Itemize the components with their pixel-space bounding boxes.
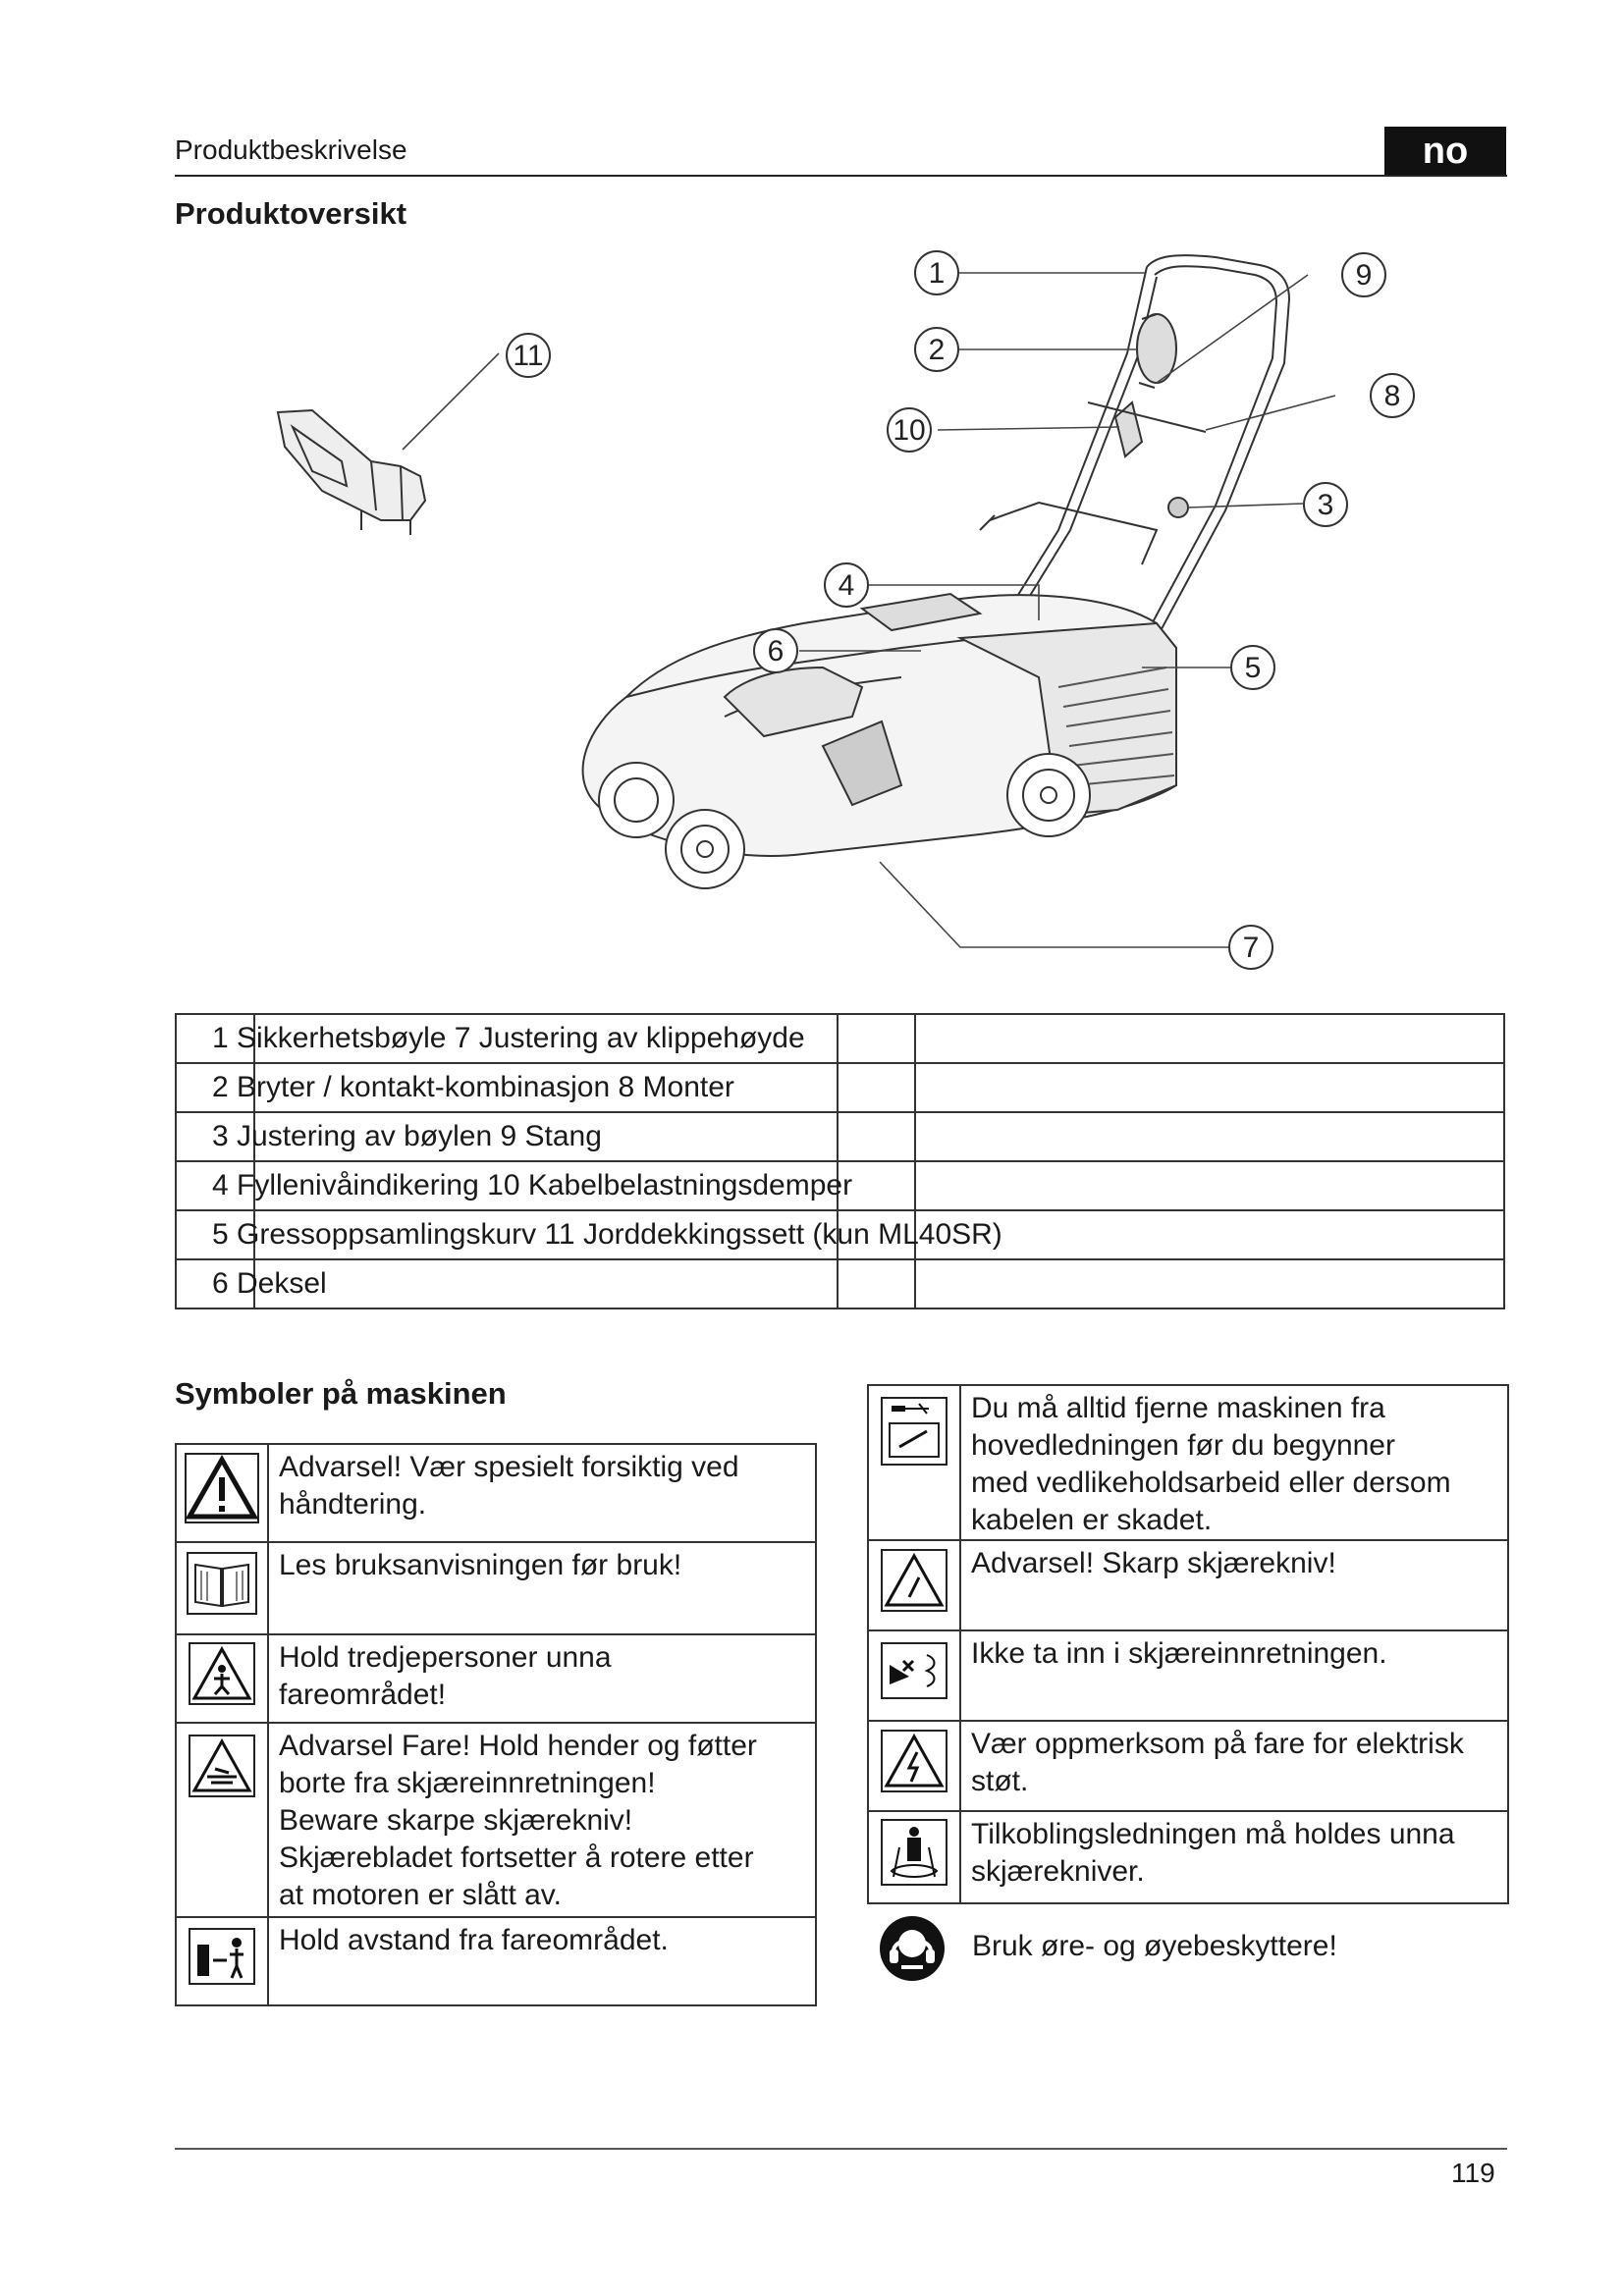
symbol-text: Hold tredjepersoner unna	[279, 1641, 612, 1674]
symbol-text: håndtering.	[279, 1488, 427, 1521]
bystander-warning-icon	[176, 1634, 268, 1723]
svg-text:4: 4	[838, 569, 855, 602]
callout-3	[1304, 483, 1347, 526]
table-row	[176, 1723, 816, 1917]
svg-text:2: 2	[928, 334, 946, 366]
symbols-table-left	[175, 1443, 817, 2006]
unplug-maintenance-icon	[868, 1385, 960, 1540]
table-row	[176, 1112, 1504, 1161]
symbol-text: med vedlikeholdsarbeid eller dersom	[971, 1467, 1451, 1499]
language-badge: no	[1384, 127, 1506, 176]
svg-text:1: 1	[928, 257, 946, 290]
symbols-table-right	[867, 1384, 1509, 1904]
table-row	[176, 1634, 816, 1723]
symbol-text: Advarsel Fare! Hold hender og føtter	[279, 1730, 757, 1762]
symbol-text: Ikke ta inn i skjæreinnretningen.	[971, 1637, 1387, 1670]
symbol-text: Hold avstand fra fareområdet.	[279, 1924, 669, 1956]
table-row	[176, 1259, 1504, 1308]
part-text: 6 Deksel	[212, 1267, 327, 1300]
callout-11	[507, 334, 550, 377]
svg-text:8: 8	[1383, 380, 1401, 412]
svg-text:10: 10	[893, 414, 926, 447]
callout-2	[915, 328, 958, 371]
cable-away-icon	[868, 1811, 960, 1903]
table-row	[868, 1811, 1508, 1903]
symbol-text: Les bruksanvisningen før bruk!	[279, 1549, 682, 1581]
svg-text:5: 5	[1244, 652, 1262, 684]
symbol-text: Du må alltid fjerne maskinen fra	[971, 1392, 1385, 1424]
lawnmower-diagram	[175, 236, 1510, 991]
symbol-text: støt.	[971, 1765, 1029, 1797]
svg-text:3: 3	[1317, 489, 1334, 521]
footer-divider	[175, 2148, 1507, 2150]
table-row	[868, 1385, 1508, 1540]
callout-8	[1371, 374, 1414, 417]
manual-book-icon	[176, 1542, 268, 1634]
callout-7	[1229, 926, 1272, 969]
symbol-text: Beware skarpe skjærekniv!	[279, 1804, 633, 1837]
svg-text:7: 7	[1242, 932, 1260, 964]
symbols-heading: Symboler på maskinen	[175, 1376, 507, 1411]
callout-1	[915, 251, 958, 294]
table-row	[176, 1210, 1504, 1259]
table-row	[868, 1630, 1508, 1721]
part-text: 2 Bryter / kontakt-kombinasjon 8 Monter	[212, 1071, 734, 1103]
symbol-text: skjærekniver.	[971, 1855, 1145, 1888]
table-row	[868, 1721, 1508, 1811]
table-row	[176, 1542, 816, 1634]
keep-distance-icon	[176, 1917, 268, 2005]
table-row	[868, 1540, 1508, 1630]
symbol-text: Advarsel! Vær spesielt forsiktig ved	[279, 1451, 739, 1483]
section-label: Produktbeskrivelse	[175, 134, 407, 165]
part-text: 1 Sikkerhetsbøyle 7 Justering av klippehøyde	[212, 1022, 805, 1054]
symbol-text: hovedledningen før du begynner	[971, 1429, 1395, 1462]
symbol-text: at motoren er slått av.	[279, 1879, 562, 1911]
header-divider	[175, 175, 1507, 177]
ear-eye-protection-icon	[878, 1914, 947, 1983]
warning-triangle-icon	[176, 1444, 268, 1542]
table-row	[176, 1063, 1504, 1112]
symbol-text: fareområdet!	[279, 1679, 447, 1711]
svg-text:9: 9	[1355, 259, 1373, 292]
part-text: 4 Fyllenivåindikering 10 Kabelbelastningsdemper	[212, 1169, 853, 1201]
part-text: 3 Justering av bøylen 9 Stang	[212, 1120, 602, 1152]
page-title: Produktoversikt	[175, 196, 407, 231]
mulch-kit-drawing	[278, 410, 425, 535]
callout-4	[825, 563, 868, 607]
hand-blade-icon	[868, 1630, 960, 1721]
table-row	[176, 1444, 816, 1542]
electric-shock-icon	[868, 1721, 960, 1811]
svg-text:6: 6	[767, 635, 785, 667]
symbol-text: Tilkoblingsledningen må holdes unna	[971, 1818, 1455, 1850]
symbol-text: Advarsel! Skarp skjærekniv!	[971, 1547, 1336, 1579]
blade-hazard-icon	[176, 1723, 268, 1917]
table-row	[176, 1917, 816, 2005]
ear-eye-protection-text: Bruk øre- og øyebeskyttere!	[972, 1930, 1337, 1962]
symbol-text: Vær oppmerksom på fare for elektrisk	[971, 1728, 1464, 1760]
table-row	[176, 1161, 1504, 1210]
mower-body-drawing	[583, 594, 1176, 888]
table-row	[176, 1014, 1504, 1063]
parts-table	[175, 1013, 1505, 1309]
svg-text:11: 11	[513, 340, 544, 372]
symbol-text: borte fra skjæreinnretningen!	[279, 1767, 656, 1799]
symbol-text: Skjærebladet fortsetter å rotere etter	[279, 1842, 754, 1874]
symbol-text: kabelen er skadet.	[971, 1504, 1213, 1536]
sharp-blade-icon	[868, 1540, 960, 1630]
callout-10	[888, 408, 931, 452]
page-number: 119	[1451, 2158, 1495, 2188]
part-text: 5 Gressoppsamlingskurv 11 Jorddekkingssett (kun ML40SR)	[212, 1218, 1002, 1251]
callout-5	[1231, 646, 1274, 689]
callout-9	[1342, 253, 1385, 296]
callout-6	[754, 629, 797, 672]
